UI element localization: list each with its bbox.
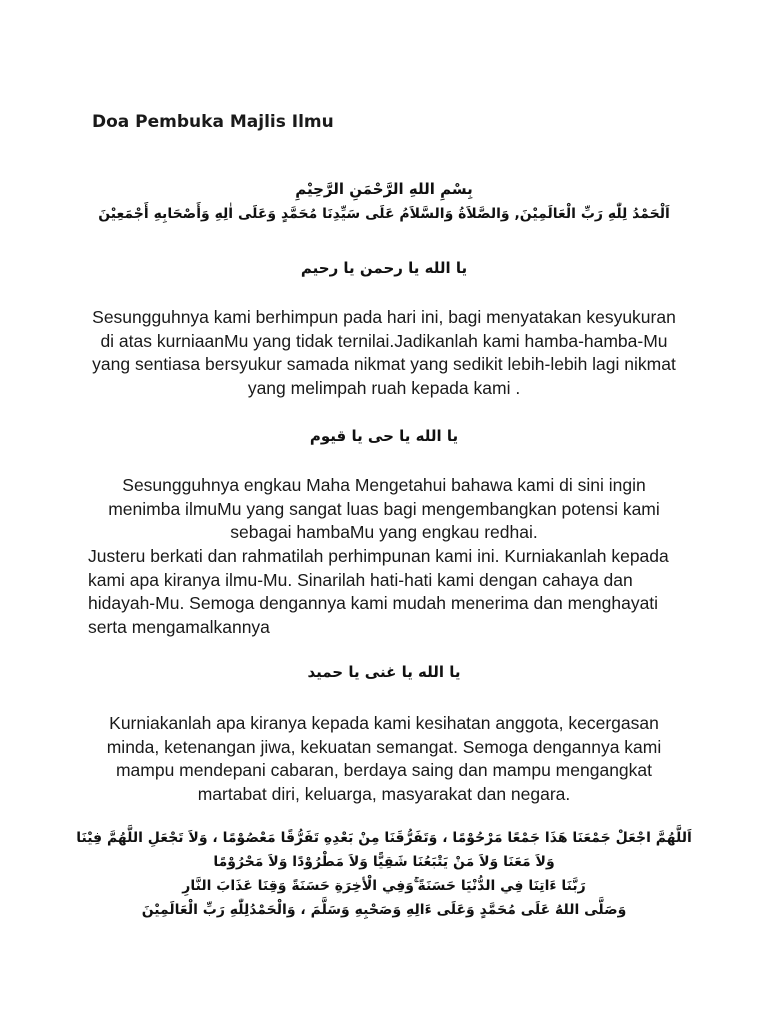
page-title: Doa Pembuka Majlis Ilmu [92,112,334,132]
closing-doa [72,826,696,922]
paragraph-gratitude: Sesungguhnya kami berhimpun pada hari ini, bagi menyatakan kesyukuran di atas kurniaanMu yang tidak ternilai.Jadikanlah kami hamba-hamba-Mu yang sentiasa bersyukur samada nikmat yang sedikit lebih-lebih lagi nikmat yang melimpah ruah kepada kami . [92,307,676,398]
paragraph-blessing: Justeru berkati dan rahmatilah perhimpunan kami ini. Kurniakanlah kepada kami apa kiranya ilmu-Mu. Sinarilah hati-hati kami dengan cahaya dan hidayah-Mu. Semoga dengannya kami mudah menerima dan menghayati serta mengamalkannya [88,546,669,637]
invocation-ya-hayyu: يا الله يا حى يا قيوم [309,427,459,445]
invocation-ya-rahman: يا الله يا رحمن يا رحيم [300,259,468,277]
closing-doa-line: وَلاَ مَعَنَا وَلاَ مَنْ يَتْبَعُنَا شَقِيًّا وَلاَ مَطْرُوْدًا وَلاَ مَحْرُوْمًا [213,854,555,870]
closing-doa-line: رَبَّنَا ءَاتِنَا فِي الدُّنْيَا حَسَنَةً ۚوَفِي الْأخِرَةِ حَسَنَةً وَقِنَا عَذَابَ النَّارِ [182,878,586,894]
closing-doa-line: اَللَّهُمَّ اجْعَلْ جَمْعَنَا هَذَا جَمْعًا مَرْحُوْمًا ، وَتَفَرُّقَنَا مِنْ بَعْدِهِ تَفَرُّقًا مَعْصُوْمًا ، وَلاَ تَجْعَلِ اللَّهُمَّ فِيْنَا [76,830,692,846]
basmalah: بِسْمِ اللهِ الرَّحْمَنِ الرَّحِيْمِ [295,180,473,198]
paragraph-knowledge: Sesungguhnya engkau Maha Mengetahui bahawa kami di sini ingin menimba ilmuMu yang sangat luas bagi mengembangkan potensi kami sebagai hambaMu yang engkau redhai. [108,475,660,542]
hamdalah: اَلْحَمْدُ لِلّٰهِ رَبِّ الْعَالَمِيْنَ, وَالصَّلاَةُ وَالسَّلاَمُ عَلَى سَيِّدِنَا مُحَمَّدٍ وَعَلَى اٰلِهِ وَأَصْحَابِهِ أَجْمَعِيْنَ [98,206,670,222]
invocation-ya-ghani: يا الله يا غنى يا حميد [307,663,461,681]
paragraph-wellbeing: Kurniakanlah apa kiranya kepada kami kesihatan anggota, kecergasan minda, ketenangan jiwa, kekuatan semangat. Semoga dengannya kami mampu mendepani cabaran, berdaya saing dan mampu mengangkat martabat diri, keluarga, masyarakat dan negara. [106,713,662,804]
closing-doa-line: وَصَلَّى اللهُ عَلَى مُحَمَّدٍ وَعَلَى ءَالِهِ وَصَحْبِهِ وَسَلَّمَ ، وَالْحَمْدُلِلّٰهِ رَبِّ الْعَالَمِيْنَ [141,902,627,918]
